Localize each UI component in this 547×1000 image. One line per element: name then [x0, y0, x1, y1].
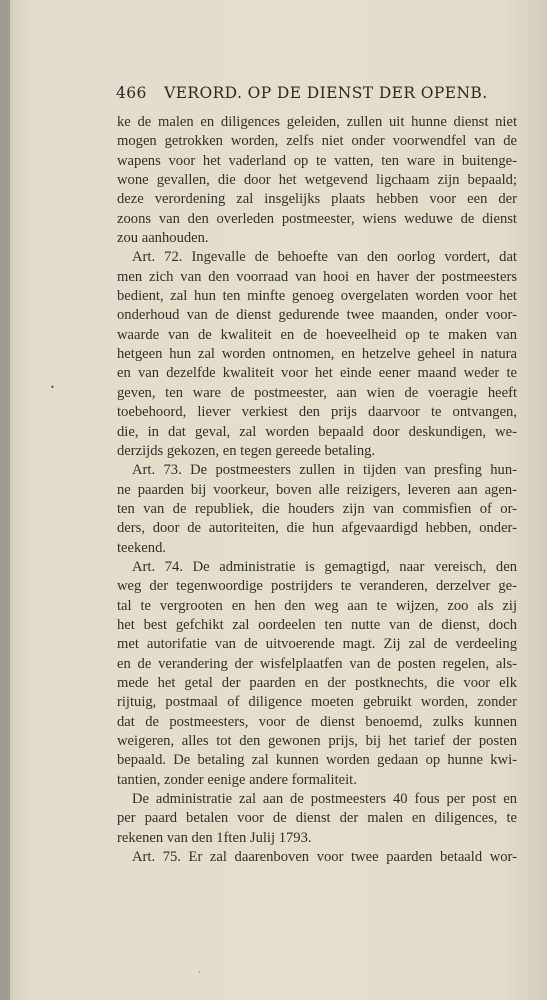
- text-line: Art. 74. De administratie is gemagtigd, naar vereisch, den: [132, 558, 517, 575]
- text-line: geven, ten ware de postmeester, aan wien de voeragie heeft: [117, 384, 517, 401]
- running-head: [116, 84, 516, 102]
- text-line: die, in dat geval, zal worden bepaald door deskundigen, we-: [117, 423, 517, 440]
- page-number: 466: [116, 84, 147, 102]
- text-line: deze verordening zal insgelijks plaats hebben voor een der: [117, 191, 517, 208]
- text-line: Art. 73. De postmeesters zullen in tijden van presfing hun-: [132, 462, 517, 479]
- text-line: met autorifatie van de uitvoerende magt. Zij zal de verdeeling: [117, 636, 517, 653]
- text-line: Art. 75. Er zal daarenboven voor twee paarden betaald wor-: [132, 849, 517, 866]
- text-line: mede het getal der paarden en der postknechts, die voor elk: [117, 674, 517, 691]
- page-spine-shadow: [0, 0, 10, 1000]
- text-line: onderhoud van de dienst gedurende twee maanden, onder voor-: [117, 307, 517, 324]
- text-line: derzijds gekozen, en tegen gereede betaling.: [117, 442, 376, 459]
- body-text: [117, 113, 517, 867]
- text-line: rijtuig, postmaal of diligence moeten gebruikt worden, zonder: [117, 694, 517, 711]
- running-title: VERORD. OP DE DIENST DER OPENB.: [164, 84, 488, 102]
- text-line: teekend.: [117, 539, 167, 556]
- text-line: zoons van den overleden postmeester, wiens weduwe de dienst: [117, 210, 517, 227]
- text-line: ten van de republiek, die houders zijn van commisfien of or-: [117, 500, 517, 517]
- text-line: tal te vergrooten en hen den weg aan te wijzen, zoo als zij: [117, 597, 517, 614]
- text-line: hetgeen hun zal worden ontnomen, en hetzelve geheel in natura: [117, 346, 517, 363]
- text-line: weigeren, alles tot den gewonen prijs, bij het tarief der posten: [117, 733, 517, 749]
- text-line: rekenen van den 1ften Julij 1793.: [117, 829, 312, 846]
- text-line: en van dezelfde kwaliteit voor het einde eener maand weder te: [117, 365, 517, 382]
- text-line: mogen getrokken worden, zelfs niet onder voorwendfel van de: [117, 133, 517, 150]
- text-line: en de verandering der wisfelplaatfen van de posten regelen, als-: [117, 655, 517, 672]
- text-line: wapens voor het vaderland op te vatten, ten ware in buitenge-: [117, 152, 517, 169]
- text-line: wone gevallen, die door het wetgevend ligchaam zijn bepaald;: [117, 172, 517, 189]
- text-line: bedient, zal hun ten minfte genoeg overgelaten worden voor het: [117, 288, 517, 305]
- text-line: zou aanhouden.: [117, 230, 209, 247]
- text-line: het best gefchikt zal oordeelen ten nutte van de dienst, doch: [117, 616, 517, 633]
- text-line: waarde van de kwaliteit en de hoeveelheid op te maken van: [117, 326, 517, 343]
- text-line: ders, door de autoriteiten, die hun afgevaardigd hebben, onder-: [117, 520, 517, 537]
- text-line: bepaald. De betaling zal kunnen worden gedaan op hunne kwi-: [117, 752, 517, 769]
- text-line: weg der tegenwoordige postrijders te veranderen, derzelver ge-: [117, 578, 517, 595]
- text-line: Art. 72. Ingevalle de behoefte van den oorlog vordert, dat: [132, 249, 517, 266]
- text-line: tantien, zonder eenige andere formaliteit.: [117, 771, 357, 788]
- text-line: dat de postmeesters, voor de dienst benoemd, zulks kunnen: [117, 713, 517, 730]
- margin-speck: •: [50, 383, 55, 392]
- text-line: De administratie zal aan de postmeesters 40 fous per post en: [132, 791, 517, 808]
- text-line: ne paarden bij voorkeur, boven alle reizigers, leveren aan agen-: [117, 481, 517, 498]
- text-line: ke de malen en diligences geleiden, zullen uit hunne dienst niet: [117, 114, 517, 130]
- text-line: toebehoord, liever verkiest den prijs daarvoor te ontvangen,: [117, 404, 517, 421]
- margin-speck: ·: [198, 968, 201, 977]
- text-line: per paard betalen voor de dienst der malen en diligences, te: [117, 810, 517, 827]
- text-line: men zich van den voorraad van hooi en haver der postmeesters: [117, 268, 517, 285]
